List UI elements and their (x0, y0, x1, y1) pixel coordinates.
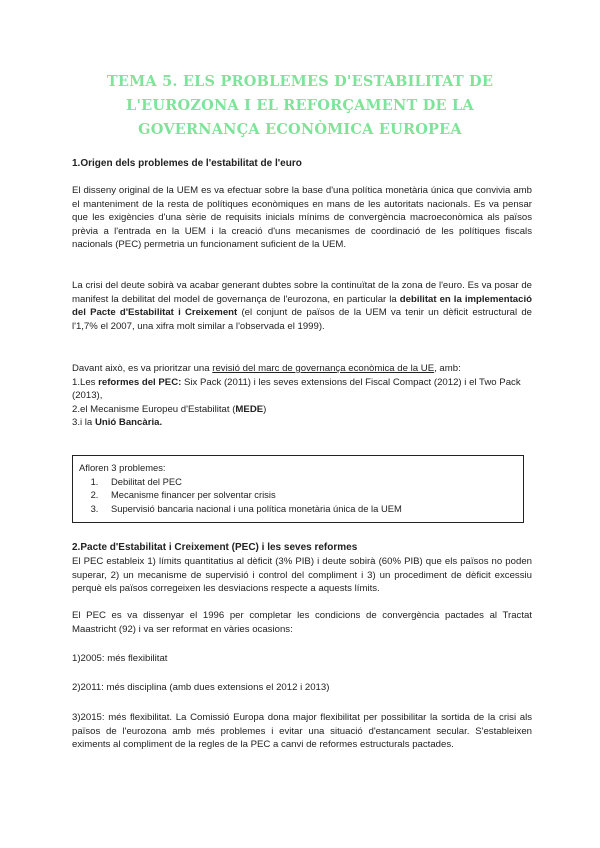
problems-intro: Afloren 3 problemes: (79, 462, 166, 473)
p2-text-a: La crisi del deute sobirà va acabar generant dubtes sobre la continuïtat de la zona de l'euro. Es va posar de manifest la debilitat del model de governança de l'eurozona, en particular la (72, 280, 532, 305)
item3-bold: Unió Bancària. (94, 417, 163, 428)
section-2-paragraph-1: El PEC estableix 1) límits quantitatius al dèficit (3% PIB) i deute sobirà (60% PIB) que els països no poden superar, 2) un mecanisme de supervisió i control del compliment i 3) un procediment de dèficit excessiu perquè els països corregeixen les desviacions respecte a aquests límits. (72, 556, 532, 594)
document-title (60, 70, 540, 142)
item1-bold: reformes del PEC: (98, 376, 182, 388)
reform-2015: 3)2015: més flexibilitat. La Comissió Europa dona major flexibilitat per possibilitar la sortida de la crisi als països de l'eurozona amb més problemes i evitar una situació d'estancament secular. S'estableixen eximents al compliment de la regles de la PEC a canvi de reformes estructurals pactades. (72, 712, 532, 750)
reform-item-1 (72, 376, 532, 403)
title-line-3: GOVERNANÇA ECONÒMICA EUROPEA (138, 121, 462, 138)
title-line-2: L'EUROZONA I EL REFORÇAMENT DE LA (126, 97, 474, 114)
p2-text-b: (el conjunt de països de la UEM va tenir un dèficit estructural de l'1,7% el 2007, una xifra molt similar a l'observada el 1999). (72, 307, 532, 332)
reform-2005: 1)2005: més flexibilitat (72, 653, 168, 664)
section-2-heading: 2.Pacte d'Estabilitat i Creixement (PEC) i les seves reformes (72, 542, 358, 553)
p2-bold: debilitat en la implementació del Pacte d'Estabilitat i Creixement (72, 293, 532, 318)
section-1-paragraph-3 (72, 362, 532, 430)
section-1-paragraph-1: El disseny original de la UEM es va efectuar sobre la base d'una política monetària única que convivia amb el manteniment de la resta de polítiques econòmiques en mans de les autoritats nacionals. Es va pensar que les exigències d'una sèrie de requisits inicials mínims de convergència macroeconòmica als països prèvia a l'entrada en la UEM i la creació d'uns mecanismes de coordinació de les polítiques fiscals nacionals (PEC) permetria un funcionament suficient de la UEM. (72, 185, 532, 250)
item1-text-b: Six Pack (2011) i les seves extensions del Fiscal Compact (2012) i el Two Pack (2013), (72, 376, 521, 401)
problem-item: 2. Mecanisme financer per solventar crisis (101, 488, 517, 502)
title-line-1: TEMA 5. ELS PROBLEMES D'ESTABILITAT DE (106, 73, 494, 90)
item2-bold: MEDE (235, 403, 264, 415)
p3-text-b: , amb: (434, 363, 461, 374)
section-2-paragraph-2: El PEC es va dissenyar el 1996 per completar les condicions de convergència pactades al Tractat Maastricht (92) i va ser reformat en vàries ocasions: (72, 610, 532, 635)
item1-text-a: 1.Les (72, 376, 99, 388)
problems-list (79, 475, 517, 516)
p3-text-a: Davant això, es va prioritzar una (72, 363, 213, 374)
reform-item-2 (72, 403, 532, 417)
problem-item: 1. Debilitat del PEC (101, 475, 517, 489)
problems-box (72, 455, 524, 523)
item2-text-a: 2.el Mecanisme Europeu d'Estabilitat ( (72, 403, 236, 415)
item3-text-a: 3.i la (72, 417, 95, 428)
p3-line (72, 362, 532, 376)
problem-item: 3. Supervisió bancaria nacional i una política monetària única de la UEM (101, 502, 517, 516)
section-1-paragraph-2 (72, 279, 532, 333)
item2-text-b: ) (263, 403, 267, 415)
reform-2011: 2)2011: més disciplina (amb dues extensions el 2012 i 2013) (72, 682, 330, 693)
reform-item-3 (72, 416, 532, 430)
governance-review-link-text: revisió del marc de governança econòmica de la UE (212, 363, 435, 374)
section-1-heading: 1.Origen dels problemes de l'estabilitat de l'euro (72, 158, 302, 169)
